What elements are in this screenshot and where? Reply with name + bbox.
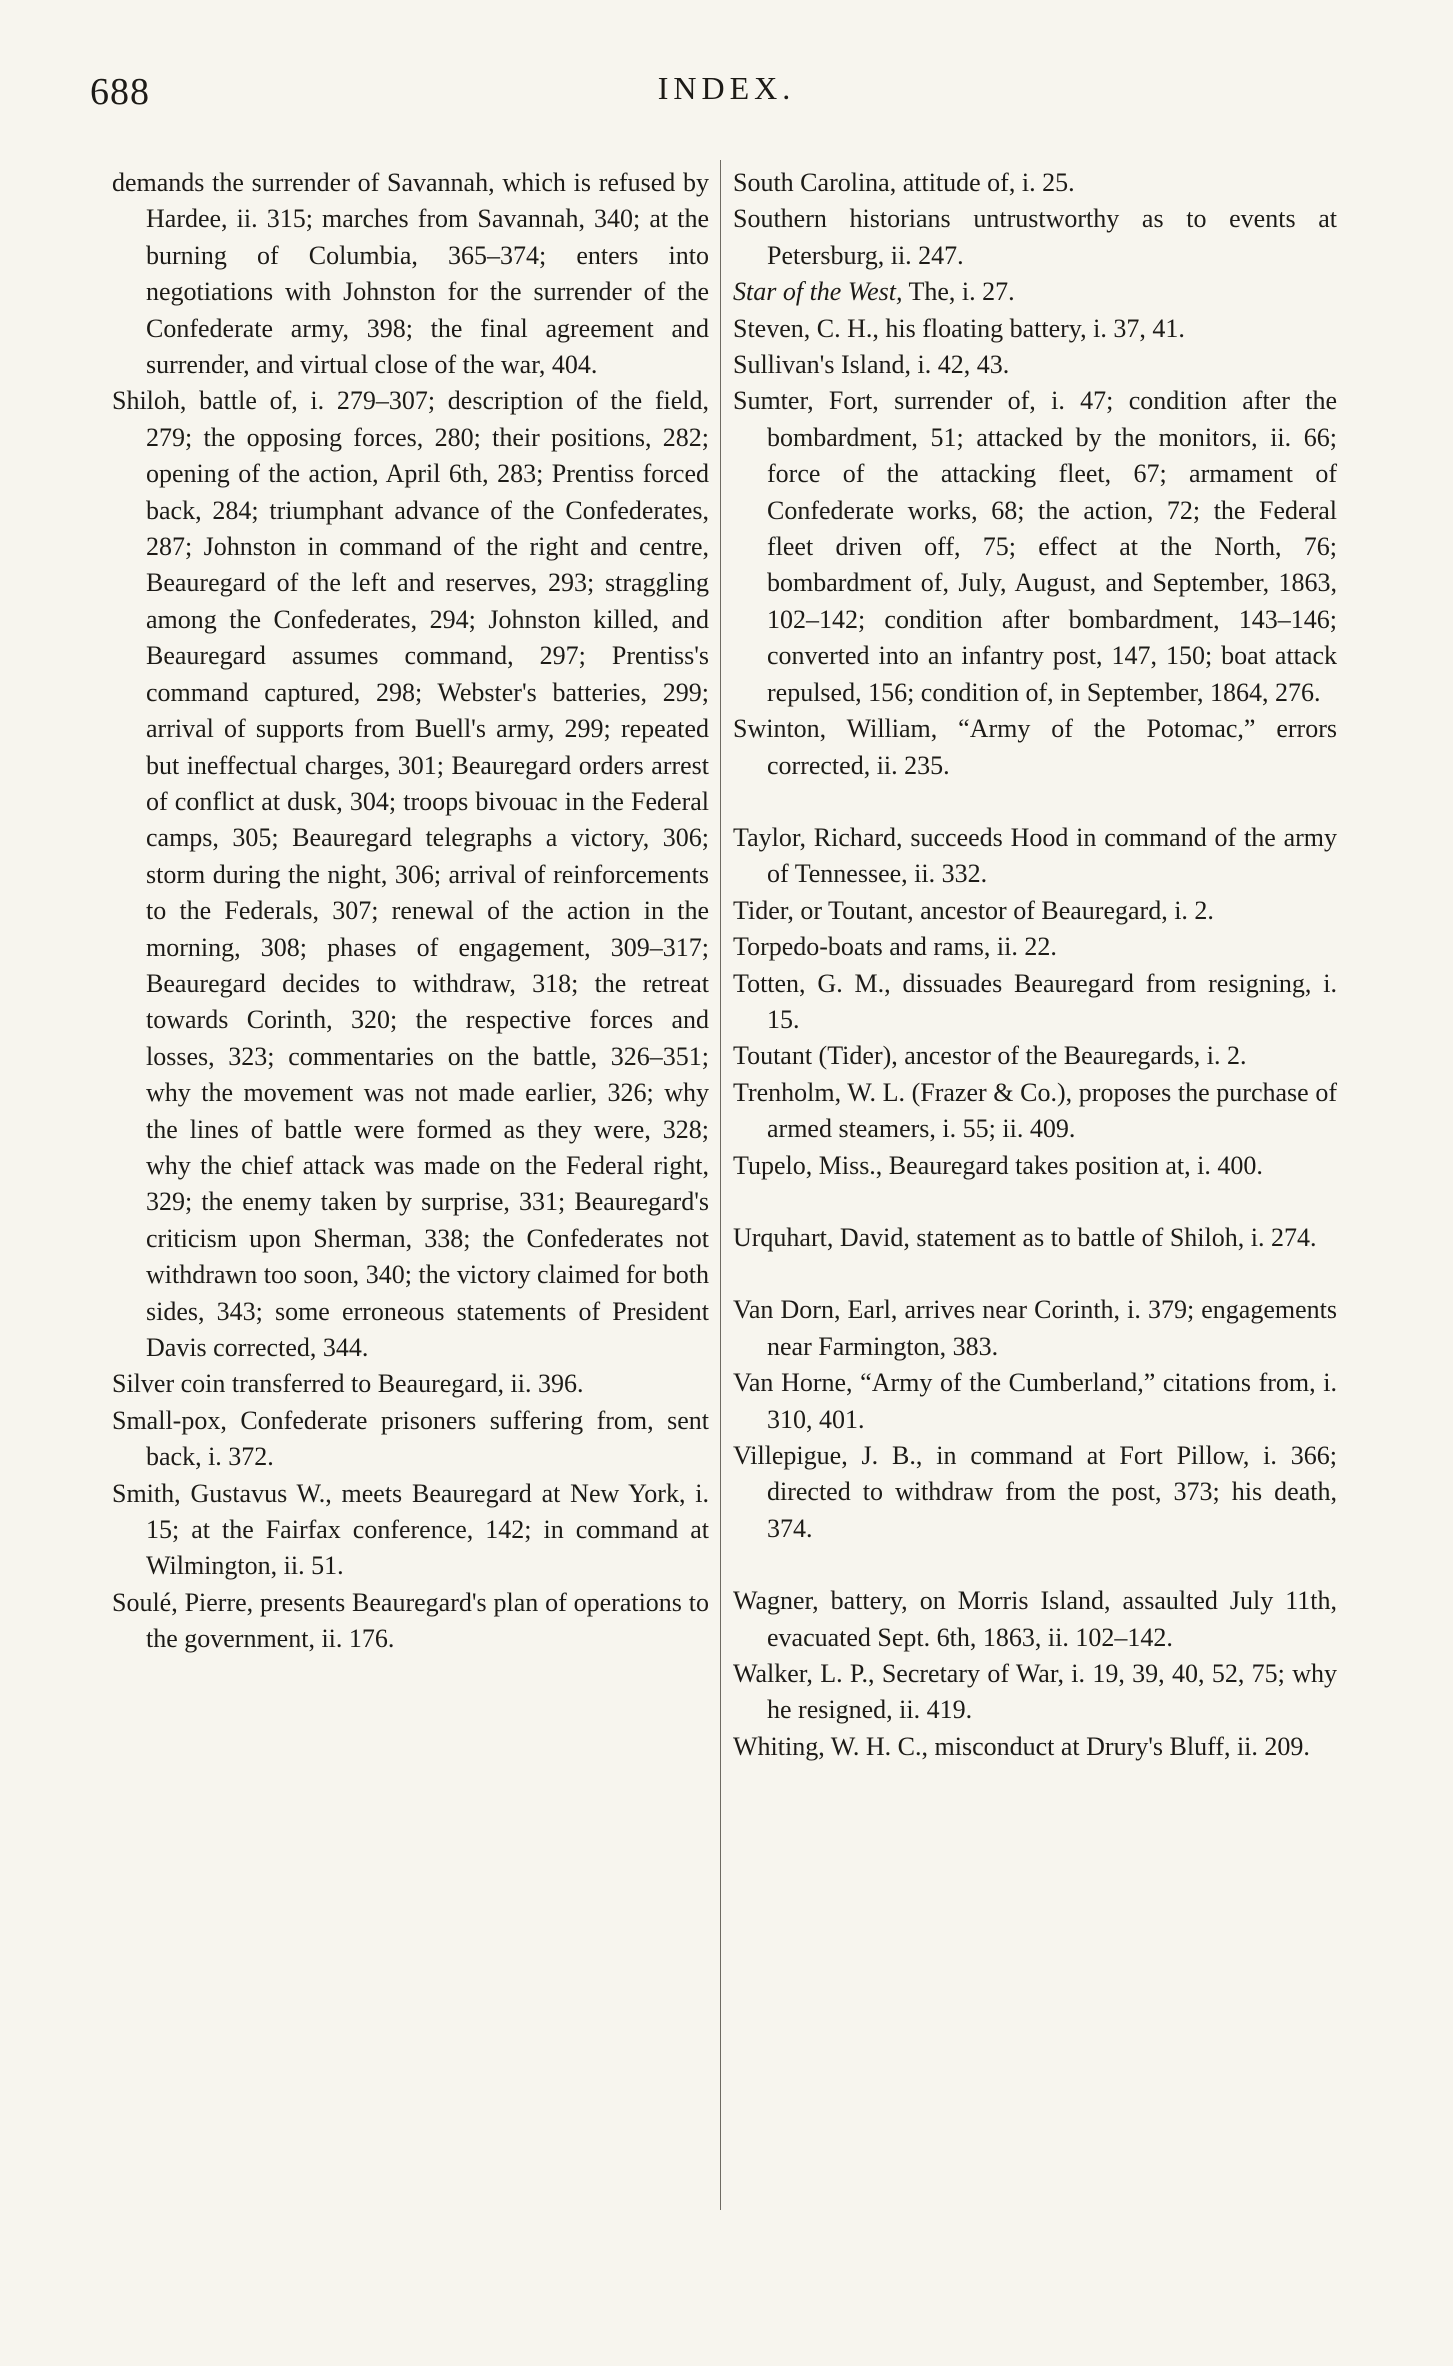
index-entry-text: Totten, G. M., dissuades Beauregard from resigning, i. 15. [733,968,1337,1034]
index-entry-text: Shiloh, battle of, i. 279–307; description of the field, 279; the opposing forces, 280; their positions, 282; opening of the action, April 6th, 283; Prentiss forced back, 284; triumphant advance of the Confederates, 287; Johnston in command of the right and centre, Beauregard of the left and reserves, 293; straggling among the Confederates, 294; Johnston killed, and Beauregard assumes command, 297; Prentiss's command captured, 298; Webster's batteries, 299; arrival of supports from Buell's army, 299; repeated but ineffectual charges, 301; Beauregard orders arrest of conflict at dusk, 304; troops bivouac in the Federal camps, 305; Beauregard telegraphs a victory, 306; storm during the night, 306; arrival of reinforcements to the Federals, 307; renewal of the action in the morning, 308; phases of engagement, 309–317; Beauregard decides to withdraw, 318; the retreat towards Corinth, 320; the respective forces and losses, 323; commentaries on the battle, 326–351; why the movement was not made earlier, 326; why the lines of battle were formed as they were, 328; why the chief attack was made on the Federal right, 329; the enemy taken by surprise, 331; Beauregard's criticism upon Sherman, 338; the Confederates not withdrawn too soon, 340; the victory claimed for both sides, 343; some erroneous statements of President Davis corrected, 344. [112,386,709,1362]
index-column-left [112,165,709,1658]
index-entry-text: Small-pox, Confederate prisoners suffering from, sent back, i. 372. [112,1405,709,1472]
index-entry [733,1365,1337,1438]
index-entry-italic-title: Star of the West, [733,277,903,307]
index-entry [112,1476,709,1585]
index-entry-text: Tider, or Toutant, ancestor of Beauregard, i. 2. [733,895,1214,925]
index-entry-text: Van Dorn, Earl, arrives near Corinth, i. 379; engagements near Farmington, 383. [733,1295,1337,1361]
index-entry [733,820,1337,893]
index-entry [112,1403,709,1476]
column-divider [720,160,721,2210]
index-entry-text: Sumter, Fort, surrender of, i. 47; condition after the bombardment, 51; attacked by the monitors, ii. 66; force of the attacking fleet, 67; armament of Confederate works, 68; the action, 72; the Federal fleet driven off, 75; effect at the North, 76; bombardment of, July, August, and September, 1863, 102–142; condition after bombardment, 143–146; converted into an infantry post, 147, 150; boat attack repulsed, 156; condition of, in September, 1864, 276. [733,386,1337,707]
index-entry [112,165,709,383]
running-head: INDEX. [657,70,796,106]
index-entry-text: Sullivan's Island, i. 42, 43. [733,350,1010,380]
index-entry-text: Soulé, Pierre, presents Beauregard's plan of operations to the government, ii. 176. [112,1587,709,1654]
index-entry [733,311,1337,347]
index-entry-text: The, i. 27. [902,277,1015,307]
index-entry-text: Whiting, W. H. C., misconduct at Drury's Bluff, ii. 209. [733,1731,1310,1761]
page-number: 688 [90,71,150,113]
index-column-right [733,165,1337,1765]
index-entry [733,1075,1337,1148]
index-entry-text: Wagner, battery, on Morris Island, assaulted July 11th, evacuated Sept. 6th, 1863, ii. 102–142. [733,1586,1337,1652]
index-entry [733,966,1337,1039]
index-entry [112,383,709,1366]
index-entry-text: Toutant (Tider), ancestor of the Beauregards, i. 2. [733,1041,1247,1071]
index-entry-text: demands the surrender of Savannah, which is refused by Hardee, ii. 315; marches from Savannah, 340; at the burning of Columbia, 365–374; enters into negotiations with Johnston for the surrender of the Confederate army, 398; the final agreement and surrender, and virtual close of the war, 404. [112,168,709,380]
index-entry-text: Steven, C. H., his floating battery, i. 37, 41. [733,313,1185,343]
index-entry-text: Southern historians untrustworthy as to events at Petersburg, ii. 247. [733,204,1337,270]
index-entry [733,1220,1337,1256]
index-entry [733,347,1337,383]
index-entry-text: Swinton, William, “Army of the Potomac,” errors corrected, ii. 235. [733,714,1337,780]
index-entry [733,893,1337,929]
index-entry [733,1038,1337,1074]
index-entry [733,711,1337,784]
index-entry-text: Torpedo-boats and rams, ii. 22. [733,932,1057,962]
index-entry-text: Van Horne, “Army of the Cumberland,” citations from, i. 310, 401. [733,1368,1337,1434]
page-header [0,70,1453,120]
index-entry [733,201,1337,274]
index-entry [733,165,1337,201]
index-entry [112,1585,709,1658]
index-entry-text: Trenholm, W. L. (Frazer & Co.), proposes the purchase of armed steamers, i. 55; ii. 409. [733,1077,1337,1144]
index-entry-text: Walker, L. P., Secretary of War, i. 19, 39, 40, 52, 75; why he resigned, ii. 419. [733,1659,1337,1725]
index-entry-text: Villepigue, J. B., in command at Fort Pillow, i. 366; directed to withdraw from the post, 373; his death, 374. [733,1441,1337,1543]
index-entry-text: South Carolina, attitude of, i. 25. [733,168,1075,197]
index-entry-text: Silver coin transferred to Beauregard, ii. 396. [112,1369,584,1399]
index-entry [733,1583,1337,1656]
index-entry [733,1438,1337,1547]
index-entry [733,1656,1337,1729]
index-entry [733,929,1337,965]
index-entry-text: Tupelo, Miss., Beauregard takes position at, i. 400. [733,1150,1263,1180]
index-entry [733,1148,1337,1184]
index-entry-text: Urquhart, David, statement as to battle of Shiloh, i. 274. [733,1222,1317,1252]
index-entry [733,1729,1337,1765]
index-entry [733,274,1337,310]
index-entry [112,1366,709,1402]
index-entry [733,1292,1337,1365]
index-entry-text: Taylor, Richard, succeeds Hood in command of the army of Tennessee, ii. 332. [733,822,1337,889]
index-entry-text: Smith, Gustavus W., meets Beauregard at New York, i. 15; at the Fairfax conference, 142; in command at Wilmington, ii. 51. [112,1478,709,1581]
index-entry [733,383,1337,711]
